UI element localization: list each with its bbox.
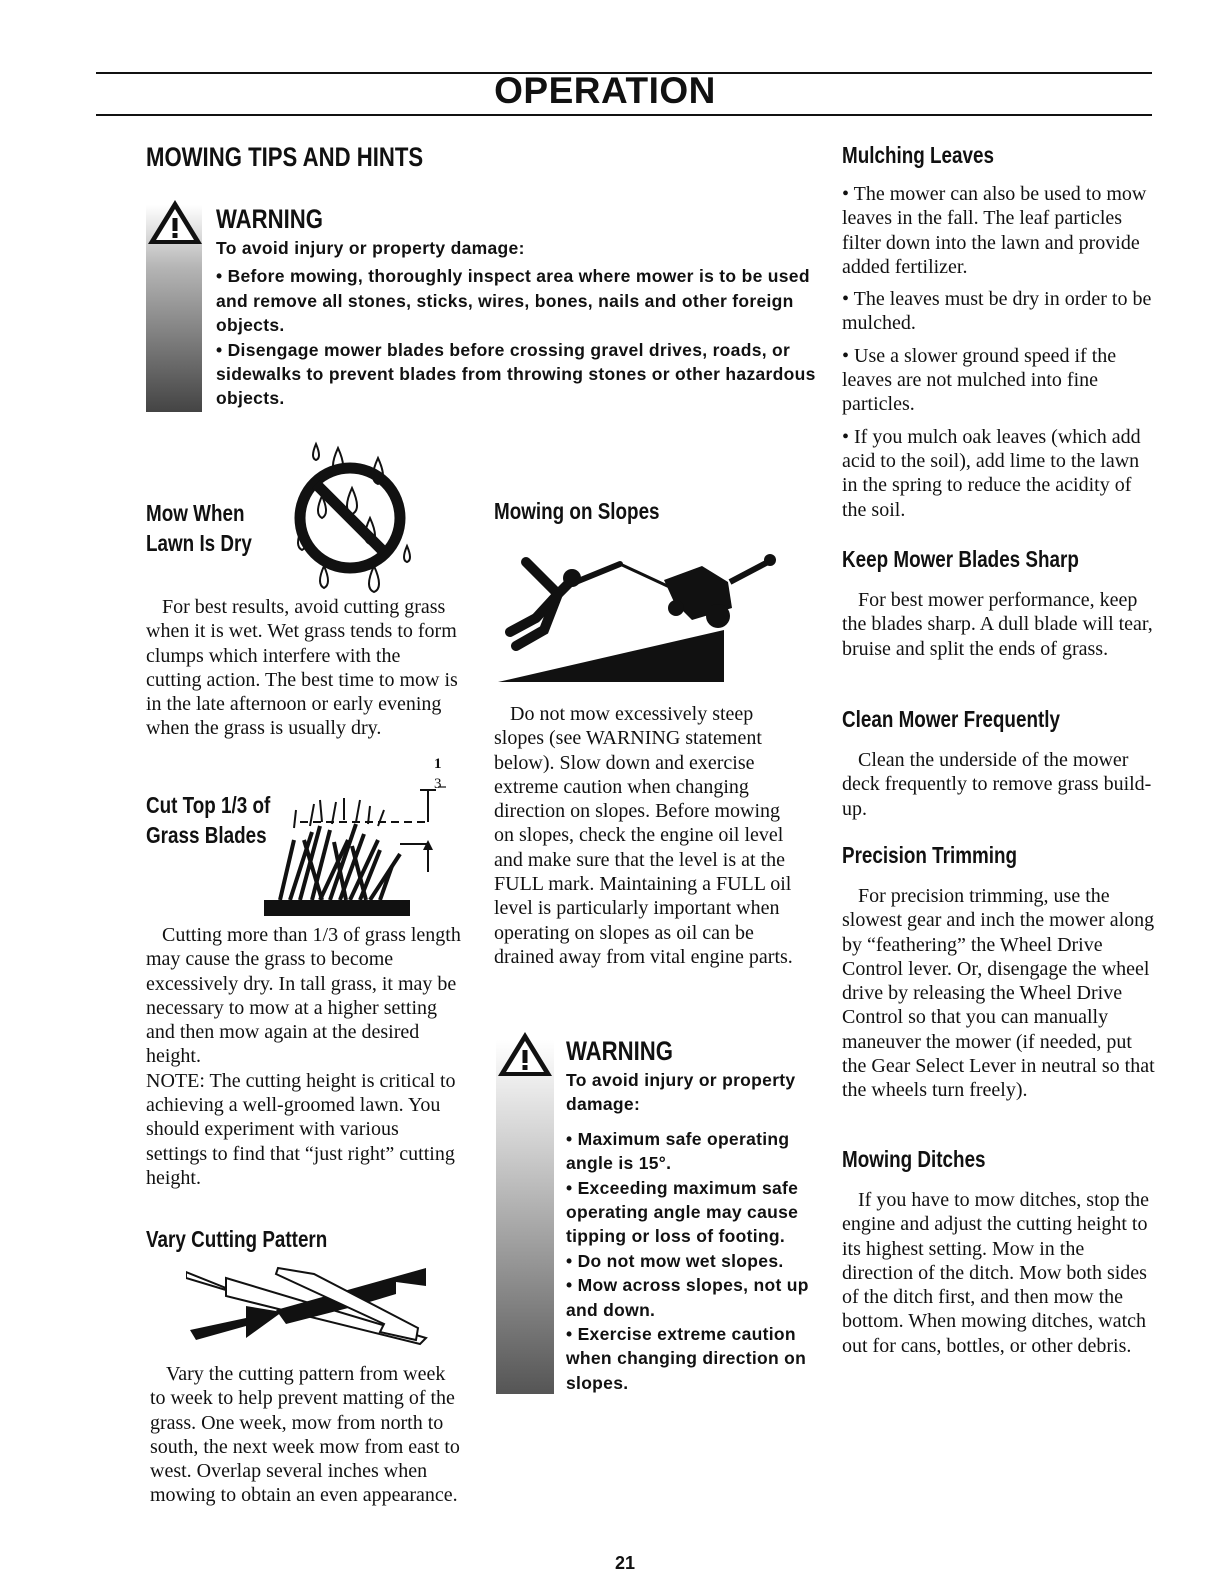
warning-item: • Mow across slopes, not up and down. — [566, 1275, 809, 1320]
dry-title-line2: Lawn Is Dry — [146, 530, 252, 556]
warning-item: • Maximum safe operating angle is 15°. — [566, 1128, 790, 1174]
warning-intro: To avoid injury or property damage: — [566, 1070, 796, 1115]
warning-title: WARNING — [566, 1036, 674, 1066]
dry-text: For best results, avoid cutting grass when it is wet. Wet grass tends to form clumps which interfere with the cutting action. The best time to mow is in the late afternoon or early evening when the grass is usually dry. — [146, 596, 458, 740]
warning-item: • Do not mow wet slopes. — [566, 1250, 784, 1271]
fraction-denominator: 3 — [434, 776, 442, 792]
cut-title-line2: Grass Blades — [146, 822, 267, 848]
bottom-rule — [96, 114, 1152, 116]
vary-text: Vary the cutting pattern from week to week to help prevent matting of the grass. One week, mow from north to south, the next week mow from east to west. Overlap several inches when mowing to obtain an even appearance. — [150, 1363, 460, 1507]
cut-text-main: Cutting more than 1/3 of grass length may cause the grass to become excessively dry. In tall grass, it may be necessary to mow at a higher setting and then mow again at the desired height. — [146, 924, 461, 1068]
warning-text — [216, 236, 816, 411]
vary-title: Vary Cutting Pattern — [146, 1226, 328, 1252]
mulching-title: Mulching Leaves — [842, 142, 994, 168]
page-number: 21 — [614, 1553, 636, 1573]
mulching-list — [842, 182, 1158, 530]
slopes-text: Do not mow excessively steep slopes (see WARNING statement below). Slow down and exercise extreme caution when changing direction on slopes. Before mowing on slopes, check the engine oil level and make sure that the level is at the FULL mark. Maintaining a FULL oil level is particularly important when operating on slopes as oil can be drained away from vital engine parts. — [494, 703, 793, 968]
mulching-item: • The leaves must be dry in order to be mulched. — [842, 288, 1152, 335]
warning-item: • Before mowing, thoroughly inspect area where mower is to be used and remove all stones, sticks, wires, bones, nails and other foreign objects. — [216, 266, 810, 336]
fraction-numerator: 1 — [434, 756, 442, 772]
grass-cut-icon — [260, 770, 460, 920]
cut-text-note: NOTE: The cutting height is critical to achieving a well-groomed lawn. You should experiment with various settings to find that “just right” cutting height. — [146, 1069, 456, 1189]
cut-title-line1: Cut Top 1/3 of — [146, 792, 271, 818]
cut-text — [146, 923, 464, 1190]
mulching-item: • If you mulch oak leaves (which add acid to the soil), add lime to the lawn in the spring to reduce the acidity of the soil. — [842, 425, 1141, 521]
section-title: MOWING TIPS AND HINTS — [146, 142, 424, 172]
cutting-pattern-icon — [186, 1260, 436, 1350]
mulching-item: • The mower can also be used to mow leaves in the fall. The leaf particles filter down into the lawn and provide added fertilizer. — [842, 183, 1147, 278]
warning-triangle-icon — [496, 1030, 554, 1078]
mulching-item: • Use a slower ground speed if the leaves are not mulched into fine particles. — [842, 344, 1117, 416]
sharp-title: Keep Mower Blades Sharp — [842, 546, 1079, 572]
page-title: OPERATION — [494, 70, 716, 111]
warning-shade-bar — [496, 1040, 554, 1394]
slopes-title: Mowing on Slopes — [494, 498, 660, 524]
trimming-text: For precision trimming, use the slowest gear and inch the mower along by “feathering” the Wheel Drive Control lever. Or, disengage the wheel drive by releasing the Wheel Drive Control so that you can manually maneuver the mower (if needed, put the Gear Select Lever in neutral so that the wheels turn freely). — [842, 885, 1155, 1102]
clean-text: Clean the underside of the mower deck frequently to remove grass build-up. — [842, 749, 1152, 820]
dry-title-line1: Mow When — [146, 500, 245, 526]
warning-item: • Disengage mower blades before crossing gravel drives, roads, or sidewalks to prevent blades from throwing stones or other hazardous objects. — [216, 339, 816, 409]
no-rain-icon — [282, 436, 422, 596]
warning-item: • Exercise extreme caution when changing direction on slopes. — [566, 1324, 807, 1393]
warning-text — [566, 1068, 816, 1395]
ditches-text: If you have to mow ditches, stop the engine and adjust the cutting height to its highest setting. Mow in the direction of the ditch. Mow both sides of the ditch first, and then mow the bottom. When mowing ditches, watch out for cans, bottles, or other debris. — [842, 1189, 1150, 1357]
trimming-title: Precision Trimming — [842, 842, 1018, 868]
clean-title: Clean Mower Frequently — [842, 706, 1060, 732]
warning-item: • Exceeding maximum safe operating angle may cause tipping or loss of footing. — [566, 1177, 799, 1247]
warning-triangle-icon — [146, 198, 204, 246]
ditches-title: Mowing Ditches — [842, 1146, 986, 1172]
sharp-text: For best mower performance, keep the blades sharp. A dull blade will tear, bruise and split the ends of grass. — [842, 589, 1153, 660]
warning-intro: To avoid injury or property damage: — [216, 238, 525, 258]
warning-title: WARNING — [216, 204, 324, 234]
slope-mower-icon — [496, 546, 786, 686]
